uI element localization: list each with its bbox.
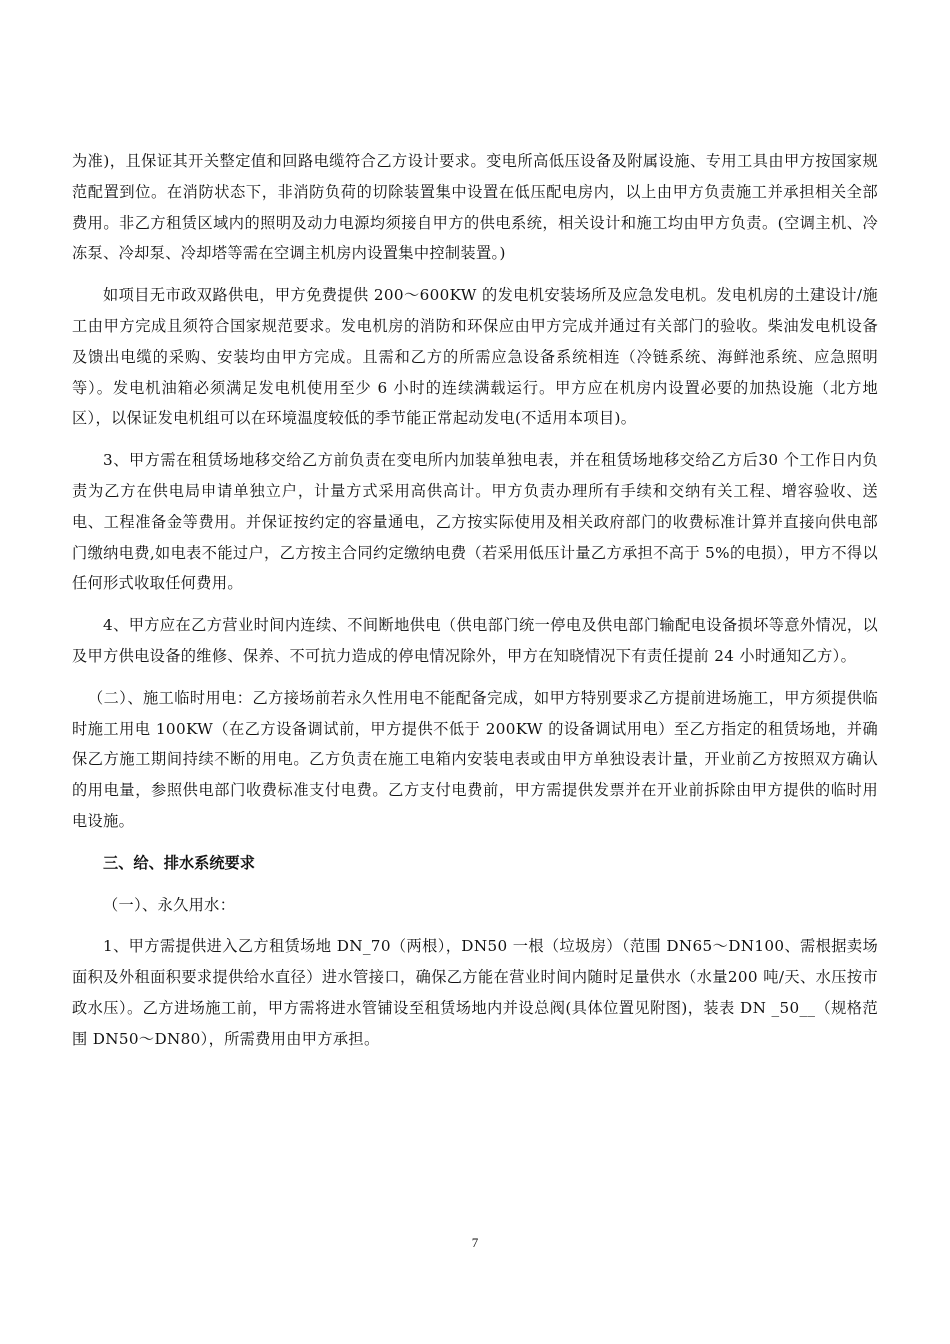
- paragraph-continuous-supply: 4、甲方应在乙方营业时间内连续、不间断地供电（供电部门统一停电及供电部门输配电设备损坏等意外情况，以及甲方供电设备的维修、保养、不可抗力造成的停电情况除外，甲方在知晓情况下有责任提前 24 小时通知乙方）。: [72, 616, 878, 665]
- paragraph-meter-installation: 3、甲方需在租赁场地移交给乙方前负责在变电所内加装单独电表，并在租赁场地移交给乙方后30 个工作日内负责为乙方在供电局申请单独立户，计量方式采用高供高计。甲方负责办理所有手续和交纳有关工程、增容验收、送电、工程准备金等费用。并保证按约定的容量通电，乙方按实际使用及相关政府部门的收费标准计算并直接向供电部门缴纳电费,如电表不能过户，乙方按主合同约定缴纳电费（若采用低压计量乙方承担不高于 5%的电损），甲方不得以任何形式收取任何费用。: [72, 451, 878, 593]
- paragraph-generator: 如项目无市政双路供电，甲方免费提供 200～600KW 的发电机安装场所及应急发电机。发电机房的土建设计/施工由甲方完成且须符合国家规范要求。发电机房的消防和环保应由甲方完成并通过有关部门的验收。柴油发电机设备及馈出电缆的采购、安装均由甲方完成。且需和乙方的所需应急设备系统相连（冷链系统、海鲜池系统、应急照明等）。发电机油箱必须满足发电机使用至少 6 小时的连续满载运行。甲方应在机房内设置必要的加热设施（北方地区），以保证发电机组可以在环境温度较低的季节能正常起动发电(不适用本项目)。: [72, 286, 878, 428]
- paragraph-water-supply: 1、甲方需提供进入乙方租赁场地 DN_70（两根），DN50 一根（垃圾房）（范围 DN65～DN100、需根据卖场面积及外租面积要求提供给水直径）进水管接口，确保乙方能在营业时间内随时足量供水（水量200 吨/天、水压按市政水压）。乙方进场施工前，甲方需将进水管铺设至租赁场地内并设总阀(具体位置见附图)，装表 DN _50__（规格范围 DN50～DN80），所需费用由甲方承担。: [72, 937, 878, 1048]
- subsection-permanent-water: （一）、永久用水：: [103, 895, 236, 914]
- page-number: 7: [471, 1235, 479, 1250]
- document-body: [72, 146, 878, 1066]
- paragraph-power-equipment: 为准)，且保证其开关整定值和回路电缆符合乙方设计要求。变电所高低压设备及附属设施、专用工具由甲方按国家规范配置到位。在消防状态下，非消防负荷的切除装置集中设置在低压配电房内，以上由甲方负责施工并承担相关全部费用。非乙方租赁区域内的照明及动力电源均须接自甲方的供电系统，相关设计和施工均由甲方负责。(空调主机、冷冻泵、冷却泵、冷却塔等需在空调主机房内设置集中控制装置。): [72, 152, 878, 263]
- section-heading-water-system: 三、给、排水系统要求: [103, 853, 255, 872]
- paragraph-temporary-power: （二）、施工临时用电：乙方接场前若永久性用电不能配备完成，如甲方特别要求乙方提前进场施工，甲方须提供临时施工用电 100KW（在乙方设备调试前，甲方提供不低于 200KW 的设备调试用电）至乙方指定的租赁场地，并确保乙方施工期间持续不断的用电。乙方负责在施工电箱内安装电表或由甲方单独设表计量，开业前乙方按照双方确认的用电量，参照供电部门收费标准支付电费。乙方支付电费前，甲方需提供发票并在开业前拆除由甲方提供的临时用电设施。: [72, 688, 878, 830]
